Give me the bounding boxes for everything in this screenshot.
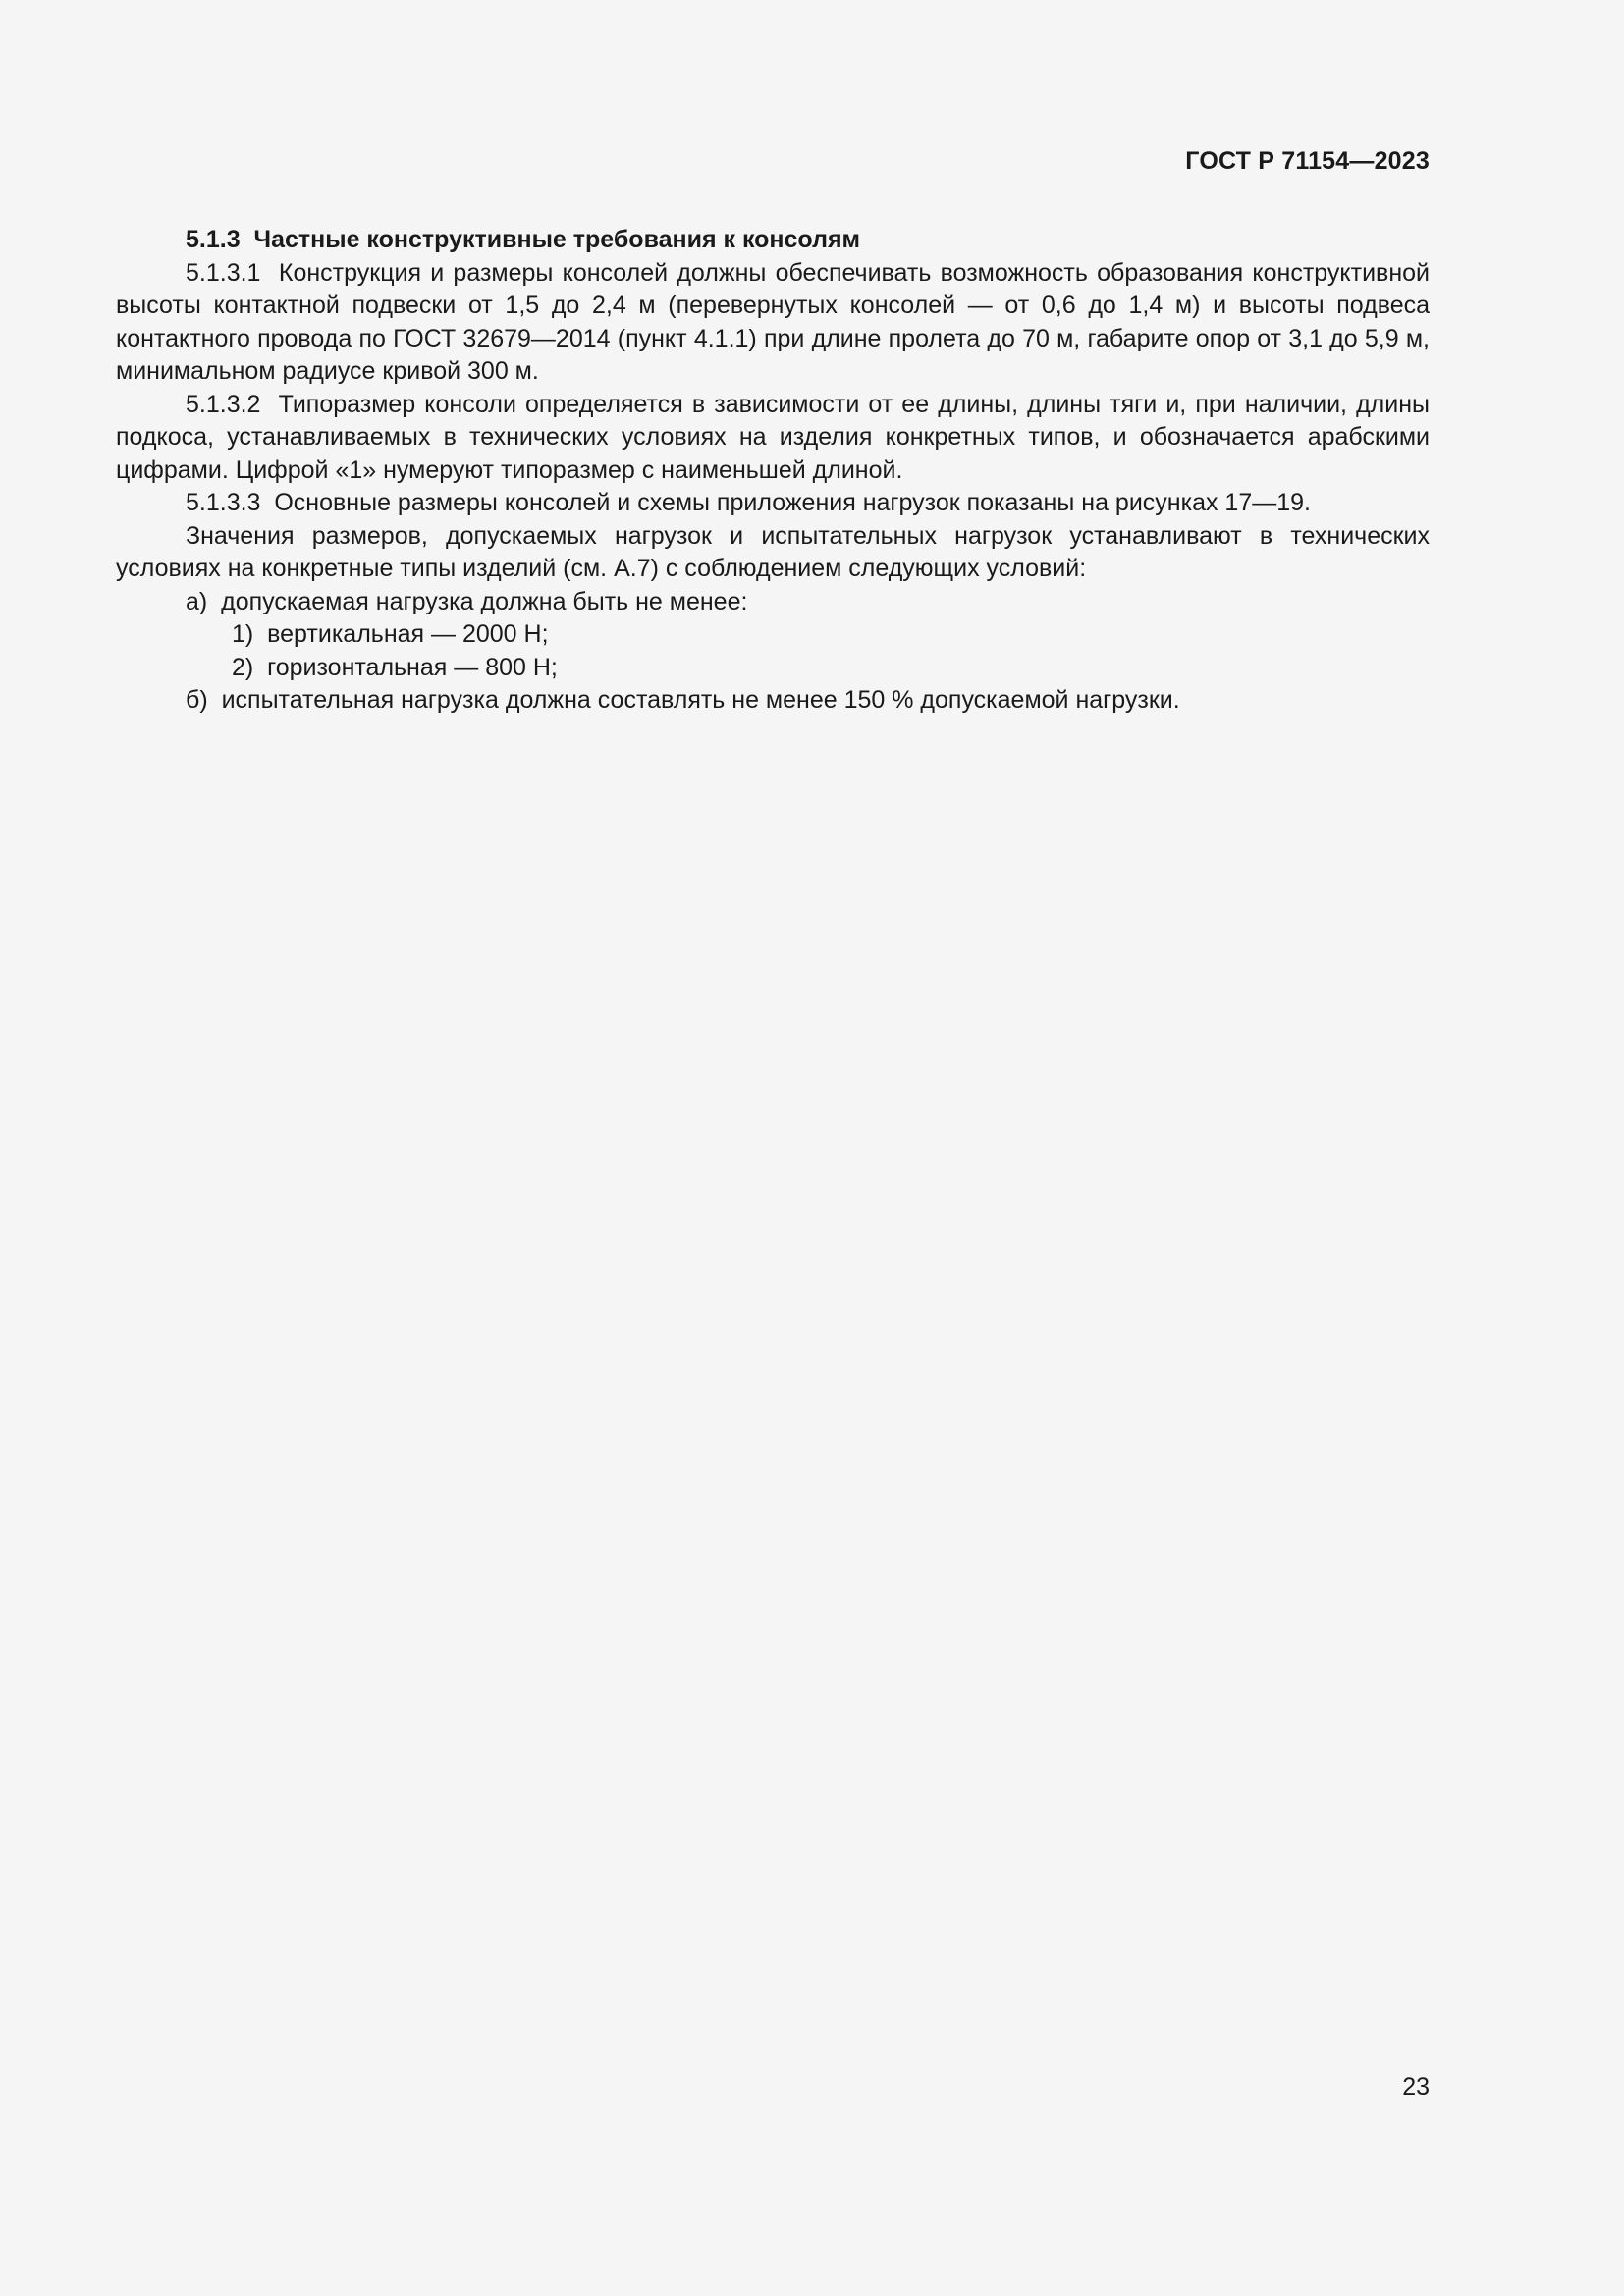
- page-number: 23: [1402, 2073, 1430, 2101]
- paragraph-number: 5.1.3.3: [186, 489, 261, 516]
- paragraph-text: Типоразмер консоли определяется в зависимости от ее длины, длины тяги и, при наличии, длины подкоса, устанавливаемых в технических условиях на изделия конкретных типов, и обозначается арабскими цифрами. Цифрой «1» нумеруют типоразмер с наименьшей длиной.: [116, 390, 1430, 484]
- document-body: [116, 224, 1430, 718]
- list-item-a: [116, 586, 1430, 619]
- list-marker: а): [186, 587, 208, 615]
- conditions-intro: Значения размеров, допускаемых нагрузок и испытательных нагрузок устанавливают в технических условиях на конкретные типы изделий (см. А.7) с соблюдением следующих условий:: [116, 521, 1430, 582]
- paragraph-text: Конструкция и размеры консолей должны обеспечивать возможность образования конструктивной высоты контактной подвески от 1,5 до 2,4 м (перевернутых консолей — от 0,6 до 1,4 м) и высоты подвеса контактного провода по ГОСТ 32679—2014 (пункт 4.1.1) при длине пролета до 70 м, габарите опор от 3,1 до 5,9 м, минимальном радиусе кривой 300 м.: [116, 258, 1430, 385]
- list-item-text: горизонтальная — 800 Н;: [267, 653, 558, 681]
- list-item-text: вертикальная — 2000 Н;: [267, 620, 549, 648]
- list-item-b: [116, 684, 1430, 718]
- paragraph-5-1-3-2: [116, 389, 1430, 488]
- paragraph-text: Основные размеры консолей и схемы приложения нагрузок показаны на рисунках 17—19.: [274, 489, 1311, 516]
- section-title: Частные конструктивные требования к консолям: [253, 226, 861, 253]
- paragraph-number: 5.1.3.1: [186, 258, 261, 287]
- list-marker: б): [186, 686, 208, 714]
- list-item-text: испытательная нагрузка должна составлять не менее 150 % допускаемой нагрузки.: [221, 686, 1180, 714]
- list-subitem-1: [116, 618, 1430, 652]
- list-item-text: допускаемая нагрузка должна быть не менее:: [221, 587, 748, 615]
- list-subitem-2: [116, 652, 1430, 685]
- paragraph-5-1-3-3: [116, 487, 1430, 520]
- list-marker: 1): [232, 620, 254, 648]
- section-heading: [116, 224, 1430, 257]
- list-marker: 2): [232, 653, 254, 681]
- paragraph-5-1-3-1: [116, 257, 1430, 389]
- document-header: ГОСТ Р 71154—2023: [1185, 147, 1430, 175]
- section-number: 5.1.3: [186, 226, 241, 253]
- paragraph-number: 5.1.3.2: [186, 390, 261, 418]
